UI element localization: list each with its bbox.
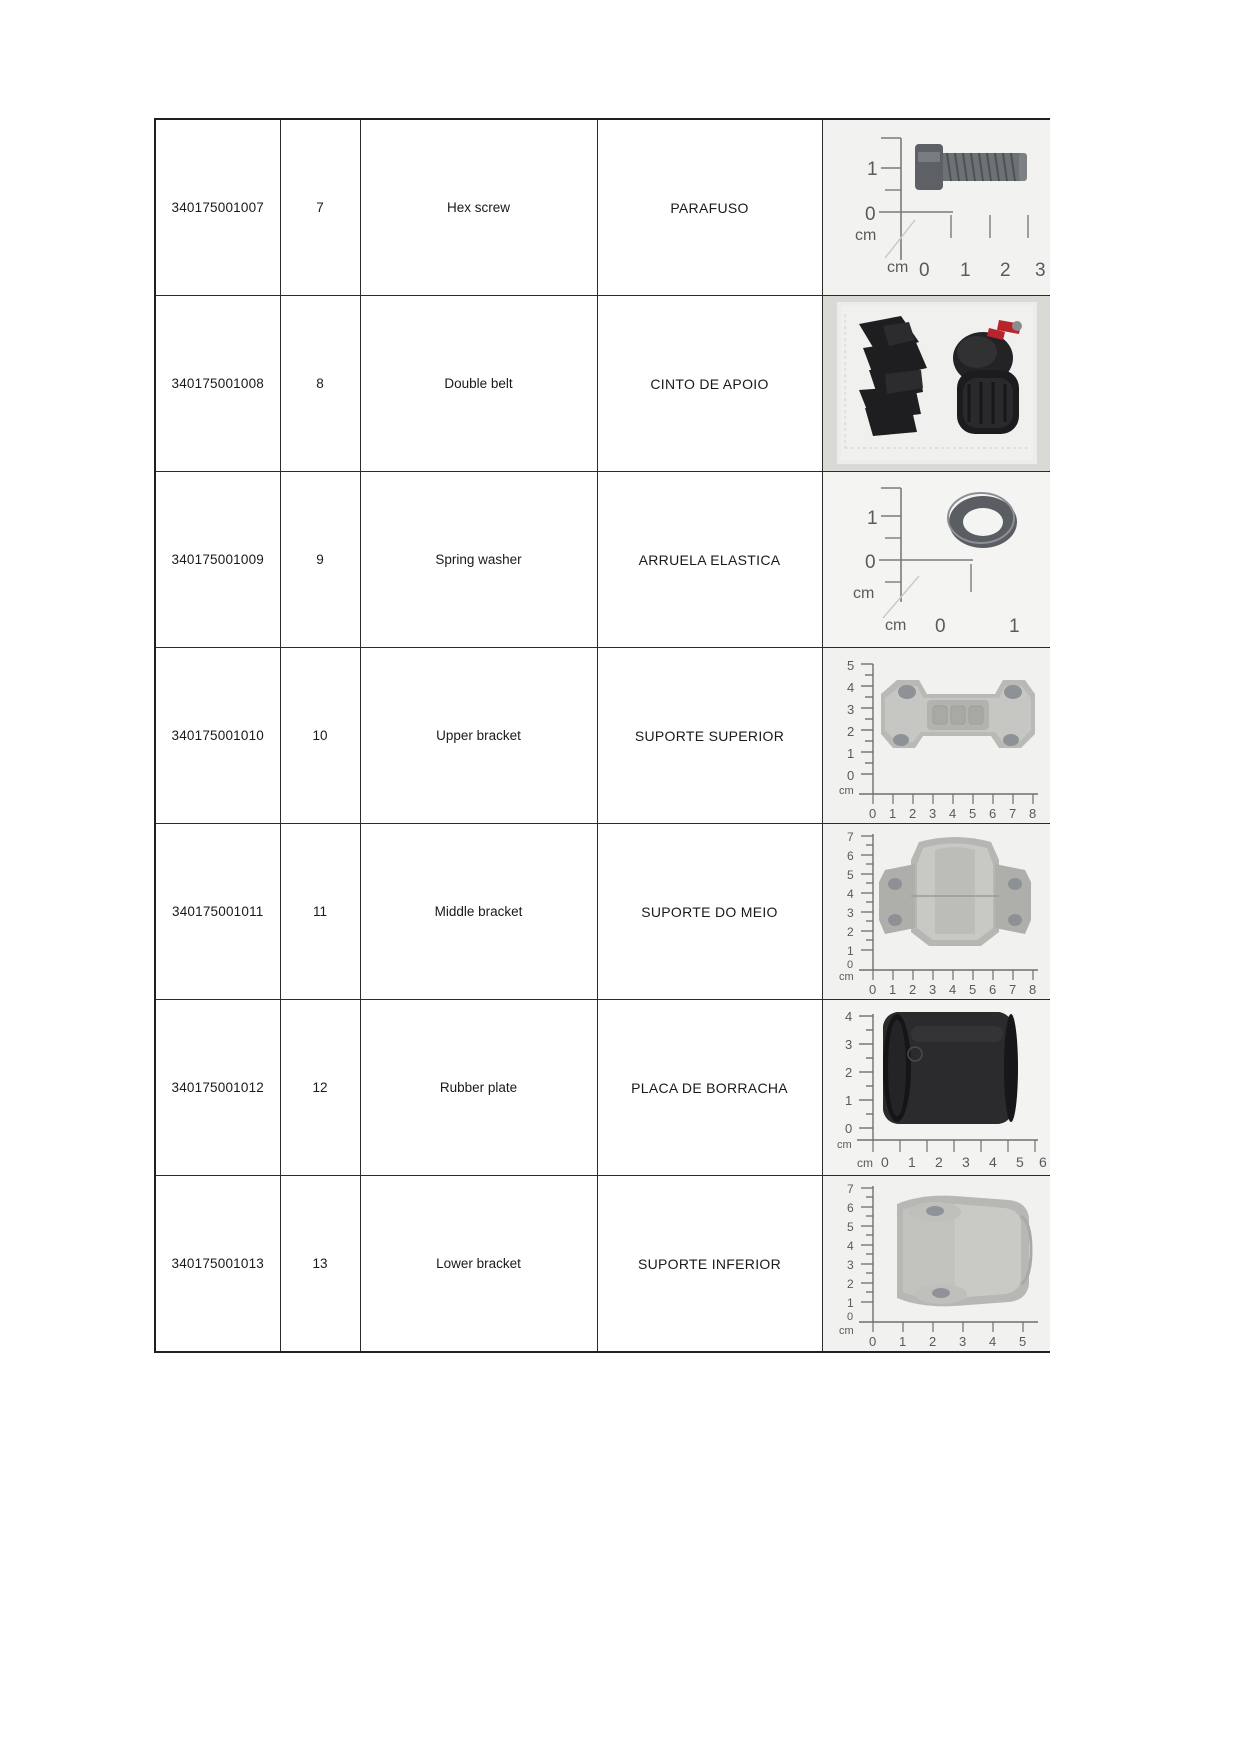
svg-text:5: 5 [846, 868, 854, 882]
svg-text:cm: cm [838, 1325, 854, 1337]
cell-photo [822, 119, 1049, 296]
svg-text:7: 7 [1008, 806, 1016, 821]
svg-text:5: 5 [1015, 1154, 1024, 1170]
svg-text:0: 0 [868, 982, 876, 997]
svg-text:3: 3 [1034, 260, 1046, 281]
svg-text:3: 3 [961, 1154, 970, 1170]
svg-text:6: 6 [1038, 1154, 1047, 1170]
svg-text:6: 6 [988, 982, 996, 997]
photo-spring-washer [823, 472, 1050, 647]
cell-item-number: 7 [280, 119, 360, 296]
cell-part-number: 340175001009 [155, 472, 280, 648]
svg-text:2: 2 [934, 1154, 943, 1170]
svg-text:5: 5 [1018, 1334, 1026, 1349]
photo-rubber-plate [823, 1000, 1050, 1175]
svg-text:cm: cm [838, 785, 854, 797]
svg-text:3: 3 [846, 906, 854, 920]
cell-name-en: Hex screw [360, 119, 597, 296]
cell-part-number: 340175001008 [155, 296, 280, 472]
svg-text:cm: cm [854, 227, 876, 244]
svg-text:2: 2 [846, 1277, 854, 1291]
svg-text:cm: cm [838, 971, 854, 983]
cell-part-number: 340175001007 [155, 119, 280, 296]
svg-text:6: 6 [988, 806, 996, 821]
svg-text:5: 5 [846, 1220, 854, 1234]
svg-text:4: 4 [844, 1009, 852, 1024]
cell-item-number: 8 [280, 296, 360, 472]
svg-text:6: 6 [846, 849, 854, 863]
svg-text:1: 1 [846, 746, 854, 761]
svg-text:3: 3 [958, 1334, 966, 1349]
svg-text:1: 1 [846, 944, 854, 958]
svg-text:2: 2 [928, 1334, 936, 1349]
cell-item-number: 10 [280, 648, 360, 824]
parts-table [154, 118, 1050, 1353]
svg-text:3: 3 [928, 982, 936, 997]
svg-text:7: 7 [846, 1182, 854, 1196]
svg-text:5: 5 [968, 806, 976, 821]
svg-text:3: 3 [844, 1037, 852, 1052]
svg-text:1: 1 [898, 1334, 906, 1349]
cell-part-number: 340175001012 [155, 1000, 280, 1176]
svg-text:4: 4 [846, 887, 854, 901]
svg-text:cm: cm [886, 259, 908, 276]
svg-text:2: 2 [846, 925, 854, 939]
svg-text:cm: cm [836, 1139, 852, 1151]
photo-hex-screw [823, 120, 1050, 295]
cell-item-number: 9 [280, 472, 360, 648]
table-row [155, 824, 1049, 1000]
svg-text:4: 4 [846, 680, 854, 695]
cell-photo [822, 824, 1049, 1000]
svg-text:1: 1 [907, 1154, 916, 1170]
photo-middle-bracket [823, 824, 1050, 999]
cell-photo [822, 1000, 1049, 1176]
svg-text:1: 1 [866, 159, 878, 180]
svg-text:0: 0 [868, 806, 876, 821]
svg-text:1: 1 [1008, 616, 1020, 637]
svg-text:2: 2 [846, 724, 854, 739]
cell-name-en: Spring washer [360, 472, 597, 648]
svg-text:2: 2 [908, 982, 916, 997]
cell-name-pt: PLACA DE BORRACHA [597, 1000, 822, 1176]
cell-name-pt: CINTO DE APOIO [597, 296, 822, 472]
svg-text:0: 0 [880, 1154, 889, 1170]
photo-upper-bracket [823, 648, 1050, 823]
svg-text:2: 2 [999, 260, 1011, 281]
cell-part-number: 340175001011 [155, 824, 280, 1000]
svg-text:0: 0 [868, 1334, 876, 1349]
svg-text:7: 7 [1008, 982, 1016, 997]
svg-text:cm: cm [884, 617, 906, 634]
table-row [155, 472, 1049, 648]
svg-text:0: 0 [934, 616, 946, 637]
cell-name-pt: SUPORTE DO MEIO [597, 824, 822, 1000]
svg-text:4: 4 [988, 1334, 996, 1349]
svg-text:3: 3 [846, 702, 854, 717]
table-row [155, 1000, 1049, 1176]
table-row [155, 296, 1049, 472]
cell-name-en: Rubber plate [360, 1000, 597, 1176]
svg-text:1: 1 [844, 1093, 852, 1108]
svg-text:2: 2 [908, 806, 916, 821]
svg-text:0: 0 [918, 260, 930, 281]
svg-text:0: 0 [844, 1121, 852, 1136]
cell-item-number: 12 [280, 1000, 360, 1176]
svg-text:0: 0 [846, 768, 854, 783]
svg-text:6: 6 [846, 1201, 854, 1215]
cell-name-pt: ARRUELA ELASTICA [597, 472, 822, 648]
svg-text:8: 8 [1028, 806, 1036, 821]
cell-name-en: Double belt [360, 296, 597, 472]
svg-text:1: 1 [959, 260, 971, 281]
svg-text:4: 4 [948, 982, 956, 997]
table-row [155, 1176, 1049, 1353]
svg-text:1: 1 [846, 1296, 854, 1310]
cell-name-en: Lower bracket [360, 1176, 597, 1353]
cell-photo [822, 472, 1049, 648]
svg-text:4: 4 [948, 806, 956, 821]
cell-item-number: 13 [280, 1176, 360, 1353]
svg-text:3: 3 [846, 1258, 854, 1272]
svg-text:5: 5 [846, 658, 854, 673]
svg-text:2: 2 [844, 1065, 852, 1080]
cell-item-number: 11 [280, 824, 360, 1000]
cell-part-number: 340175001013 [155, 1176, 280, 1353]
cell-photo [822, 296, 1049, 472]
cell-name-pt: SUPORTE INFERIOR [597, 1176, 822, 1353]
photo-lower-bracket [823, 1176, 1050, 1351]
svg-text:3: 3 [928, 806, 936, 821]
svg-text:0: 0 [846, 1311, 853, 1323]
cell-name-pt: SUPORTE SUPERIOR [597, 648, 822, 824]
cell-name-en: Upper bracket [360, 648, 597, 824]
cell-name-en: Middle bracket [360, 824, 597, 1000]
svg-text:4: 4 [988, 1154, 997, 1170]
table-row [155, 119, 1049, 296]
svg-text:5: 5 [968, 982, 976, 997]
cell-photo [822, 648, 1049, 824]
svg-text:8: 8 [1028, 982, 1036, 997]
svg-text:1: 1 [866, 508, 878, 529]
photo-double-belt [823, 296, 1050, 471]
svg-text:cm: cm [856, 1156, 873, 1170]
table-row [155, 648, 1049, 824]
svg-text:cm: cm [852, 585, 874, 602]
cell-part-number: 340175001010 [155, 648, 280, 824]
svg-text:0: 0 [864, 552, 876, 573]
svg-text:1: 1 [888, 982, 896, 997]
svg-text:7: 7 [846, 830, 854, 844]
cell-photo [822, 1176, 1049, 1353]
cell-name-pt: PARAFUSO [597, 119, 822, 296]
svg-text:4: 4 [846, 1239, 854, 1253]
svg-text:0: 0 [846, 959, 853, 971]
svg-text:1: 1 [888, 806, 896, 821]
svg-text:0: 0 [864, 204, 876, 225]
